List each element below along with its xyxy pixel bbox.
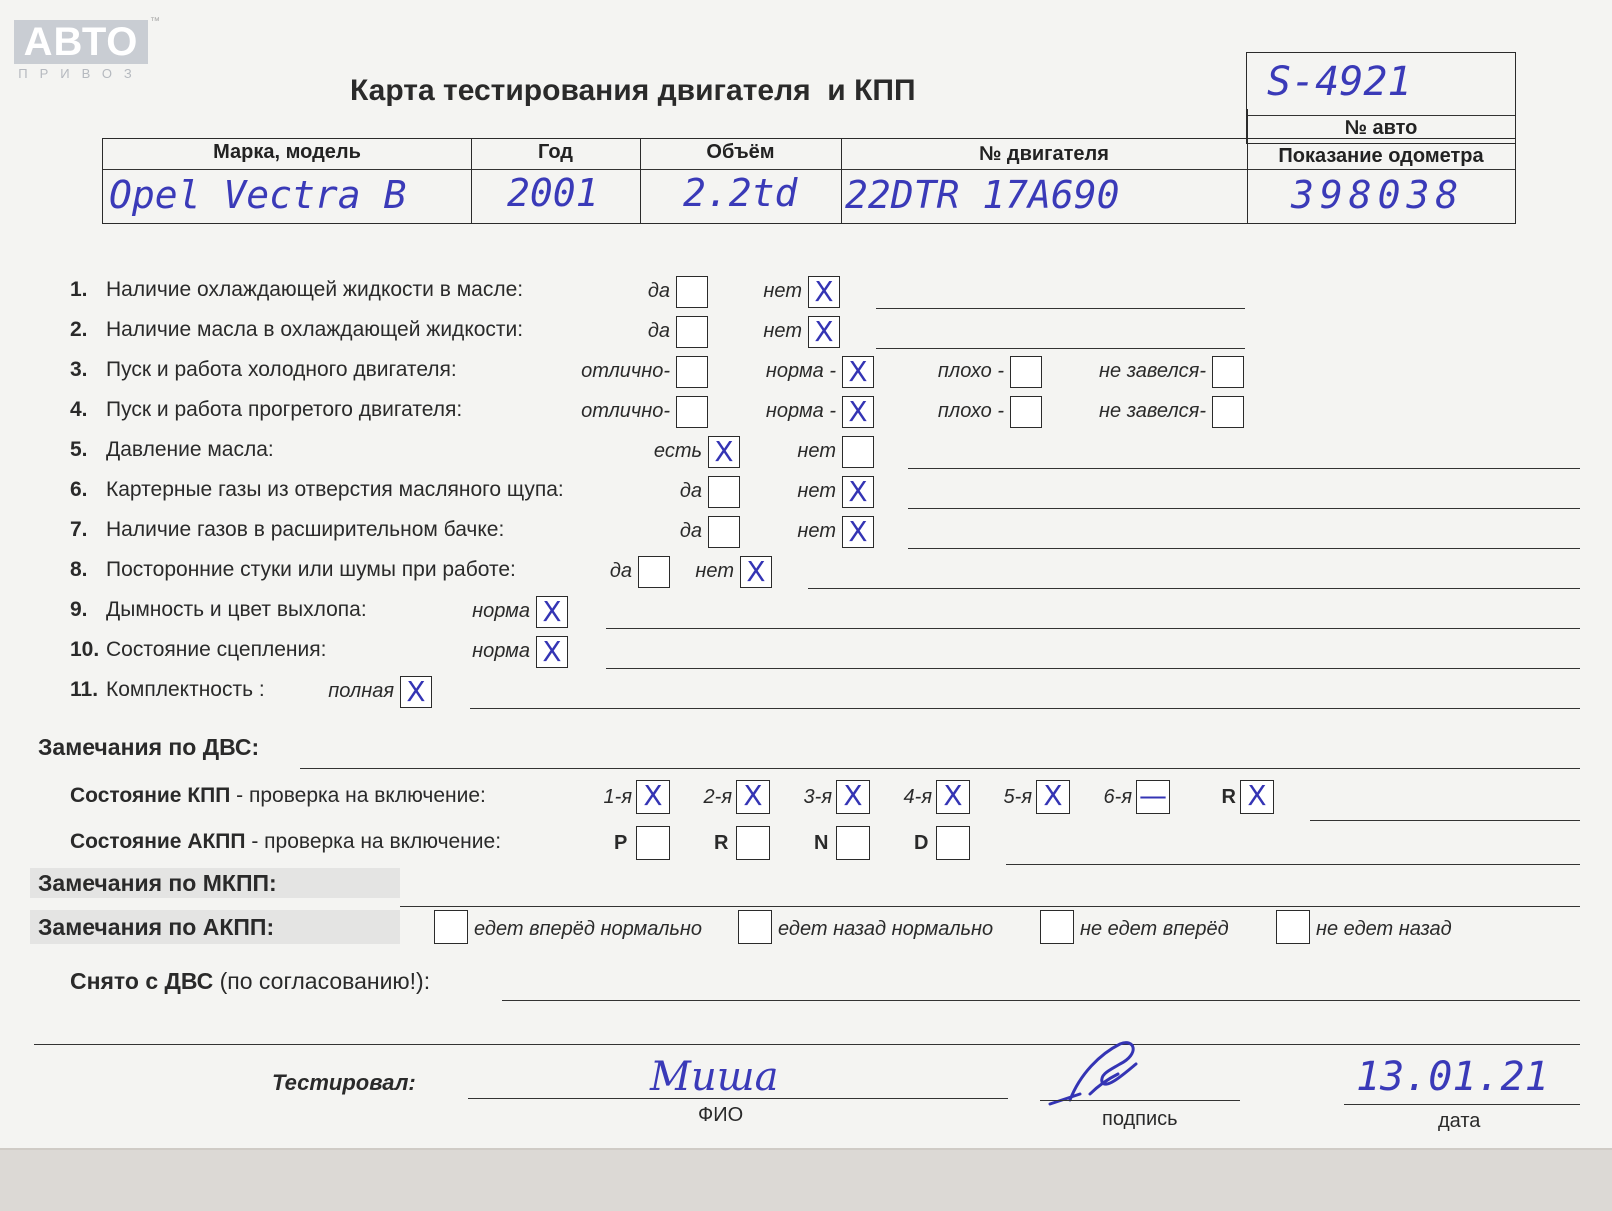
check-label: Наличие охлаждающей жидкости в масле: [106,278,524,301]
check-option-label: нет [797,520,836,542]
removed-label-rest: (по согласованию!): [213,968,431,994]
header-engine-no: № двигателя [979,143,1109,165]
check-label: Посторонние стуки или шумы при работе: [106,558,516,581]
check-option-mark: X [746,555,766,588]
check-label: Наличие газов в расширительном бачке: [106,518,505,541]
check-option-mark [843,437,873,467]
check-option-mark: X [848,355,868,388]
auto-position-box-mark [737,827,769,859]
check-option-box[interactable] [1010,396,1042,428]
check-option-box[interactable] [400,676,432,708]
signature-image [1040,1034,1160,1114]
remarks-manual-line[interactable] [400,906,1580,907]
gear-label: R [1221,786,1236,808]
check-option-mark [1011,357,1041,387]
gear-label: 3-я [803,786,832,808]
check-option-label: отлично- [581,400,670,422]
remarks-manual-label: Замечания по МКПП: [38,870,277,896]
check-label: Наличие масла в охлаждающей жидкости: [106,318,524,341]
check-label: Дымность и цвет выхлопа: [106,598,367,621]
auto-position-box[interactable] [736,826,770,860]
value-engine-no: 22DTR 17A690 [845,173,1120,217]
auto-position-box-mark [937,827,969,859]
check-number: 8. [70,558,88,581]
check-option-box[interactable] [842,436,874,468]
check-option-mark: X [814,275,834,308]
gear-box[interactable] [736,780,770,814]
check-option-label: нет [763,280,802,302]
auto-remark-box-mark [1277,911,1309,943]
auto-label-rest: - проверка на включение: [245,830,502,853]
gear-box-mark: X [843,779,863,812]
tested-name: Миша [650,1054,779,1100]
auto-position-label: N [814,832,829,854]
auto-position-box[interactable] [636,826,670,860]
gear-box-mark: X [643,779,663,812]
value-make: Opel Vectra B [109,173,407,217]
vehicle-table [102,138,1516,224]
check-label: Пуск и работа холодного двигателя: [106,358,457,381]
check-option-mark [639,557,669,587]
check-option-mark: X [814,315,834,348]
check-number: 10. [70,638,100,661]
tested-label: Тестировал: [272,1070,416,1095]
page-title: Карта тестирования двигателя и КПП [350,74,916,107]
check-option-label: да [679,520,702,542]
gear-label: 6-я [1103,786,1132,808]
car-id-box [1246,52,1516,144]
check-option-label: нет [695,560,734,582]
check-option-label: норма - [765,360,836,382]
auto-position-box[interactable] [936,826,970,860]
remarks-auto-label: Замечания по АКПП: [38,914,275,940]
check-number: 11. [70,678,99,701]
check-number: 5. [70,438,88,461]
removed-line[interactable] [502,1000,1580,1001]
check-number: 2. [70,318,88,341]
gear-box[interactable] [836,780,870,814]
header-make: Марка, модель [213,141,361,163]
gear-box[interactable] [636,780,670,814]
check-label: Давление масла: [106,438,274,461]
check-option-mark [709,517,739,547]
check-option-box[interactable] [740,556,772,588]
check-option-label: нет [797,480,836,502]
auto-label-bold: Состояние АКПП [70,830,246,853]
check-option-label: есть [653,440,702,462]
logo-sub: ПРИВОЗ [18,66,144,81]
auto-position-label: P [614,832,628,854]
auto-position-box[interactable] [836,826,870,860]
car-id-value: S-4921 [1267,59,1412,105]
check-note-line[interactable] [908,548,1580,549]
check-option-mark [677,317,707,347]
check-option-box[interactable] [708,516,740,548]
manual-label-bold: Состояние КПП [70,784,231,807]
check-option-box[interactable] [808,316,840,348]
gear-box-mark: — [1139,779,1167,812]
check-option-box[interactable] [708,436,740,468]
check-label: Комплектность : [106,678,265,701]
gear-box-mark: X [1043,779,1063,812]
check-note-line[interactable] [606,628,1580,629]
check-option-box[interactable] [1010,356,1042,388]
check-option-label: да [609,560,632,582]
gear-label: 2-я [703,786,732,808]
check-option-box[interactable] [808,276,840,308]
check-label: Пуск и работа прогретого двигателя: [106,398,463,421]
logo-tm: ™ [150,16,160,27]
check-note-line[interactable] [908,508,1580,509]
auto-remark-box-mark [1041,911,1073,943]
check-option-label: плохо - [937,400,1004,422]
check-option-box[interactable] [842,516,874,548]
name-caption: ФИО [698,1104,744,1126]
check-label: Картерные газы из отверстия масляного щупа: [106,478,564,501]
check-number: 4. [70,398,88,421]
auto-label [70,830,501,854]
check-option-mark [1011,397,1041,427]
check-option-mark: X [406,675,426,708]
auto-remark-label: не едет вперёд [1080,918,1229,940]
gear-box[interactable] [1240,780,1274,814]
check-option-label: да [647,280,670,302]
header-volume: Объём [706,141,775,163]
check-option-label: не завелся- [1099,360,1206,382]
gear-box[interactable] [936,780,970,814]
gear-label: 5-я [1003,786,1032,808]
check-option-label: да [679,480,702,502]
check-option-box[interactable] [676,356,708,388]
auto-position-box-mark [637,827,669,859]
check-option-box[interactable] [676,396,708,428]
date-caption: дата [1438,1110,1481,1132]
logo [14,16,160,82]
check-option-mark: X [848,515,868,548]
check-option-mark: X [848,475,868,508]
check-option-box[interactable] [842,476,874,508]
check-option-label: норма - [765,400,836,422]
check-number: 3. [70,358,88,381]
check-note-line[interactable] [470,708,1580,709]
gear-label: 4-я [903,786,932,808]
check-option-mark [709,477,739,507]
check-option-label: отлично- [581,360,670,382]
check-option-label: да [647,320,670,342]
manual-label-rest: - проверка на включение: [230,784,486,807]
logo-main: АВТО [14,20,148,64]
check-option-label: нет [797,440,836,462]
check-option-label: полная [328,680,394,702]
check-number: 9. [70,598,88,621]
check-option-label: норма [472,600,530,622]
remarks-engine-label: Замечания по ДВС: [38,734,260,760]
check-option-mark: X [542,635,562,668]
check-option-box[interactable] [536,636,568,668]
auto-remark-box[interactable] [1040,910,1074,944]
auto-position-label: R [714,832,729,854]
gear-label: 1-я [603,786,632,808]
check-option-box[interactable] [1212,356,1244,388]
check-option-box[interactable] [536,596,568,628]
auto-remark-label: не едет назад [1316,918,1452,940]
check-option-box[interactable] [638,556,670,588]
auto-remark-label: едет назад нормально [778,918,994,940]
value-odometer: 398038 [1291,173,1465,217]
test-date: 13.01.21 [1356,1054,1549,1100]
check-note-line[interactable] [808,588,1580,589]
auto-remark-label: едет вперёд нормально [474,918,703,940]
check-note-line[interactable] [606,668,1580,669]
check-option-mark: X [542,595,562,628]
page-edge [0,1148,1612,1211]
gear-box-mark: X [1247,779,1267,812]
auto-remark-box-mark [739,911,771,943]
removed-label [70,968,430,995]
check-option-label: не завелся- [1099,400,1206,422]
check-number: 7. [70,518,88,541]
check-option-label: нет [763,320,802,342]
header-odometer: Показание одометра [1278,145,1484,167]
check-note-line[interactable] [908,468,1580,469]
check-option-box[interactable] [676,276,708,308]
check-option-box[interactable] [708,476,740,508]
auto-remark-box[interactable] [1276,910,1310,944]
gear-box-mark: X [743,779,763,812]
check-option-mark: X [714,435,734,468]
check-option-mark [677,277,707,307]
check-number: 1. [70,278,88,301]
gear-box[interactable] [1036,780,1070,814]
gear-box-mark: X [943,779,963,812]
auto-position-box-mark [837,827,869,859]
manual-label [70,784,486,808]
check-option-mark [677,397,707,427]
check-option-box[interactable] [676,316,708,348]
remarks-engine-line[interactable] [300,768,1580,769]
value-volume: 2.2td [683,171,798,215]
check-option-mark [1213,357,1243,387]
auto-remark-box[interactable] [434,910,468,944]
check-note-line[interactable] [876,348,1245,349]
auto-position-label: D [914,832,929,854]
check-option-mark [1213,397,1243,427]
check-option-box[interactable] [842,356,874,388]
signature-caption: подпись [1102,1108,1178,1130]
check-option-mark: X [848,395,868,428]
car-id-label: № авто [1344,117,1418,139]
check-note-line[interactable] [876,308,1245,309]
value-year: 2001 [507,171,599,215]
check-option-label: плохо - [937,360,1004,382]
check-label: Состояние сцепления: [106,638,327,661]
gear-box[interactable] [1136,780,1170,814]
check-number: 6. [70,478,88,501]
removed-label-bold: Снято с ДВС [70,968,214,994]
auto-remark-box[interactable] [738,910,772,944]
check-option-label: норма [472,640,530,662]
auto-remark-box-mark [435,911,467,943]
check-option-box[interactable] [1212,396,1244,428]
check-option-mark [677,357,707,387]
check-option-box[interactable] [842,396,874,428]
header-year: Год [538,141,573,163]
